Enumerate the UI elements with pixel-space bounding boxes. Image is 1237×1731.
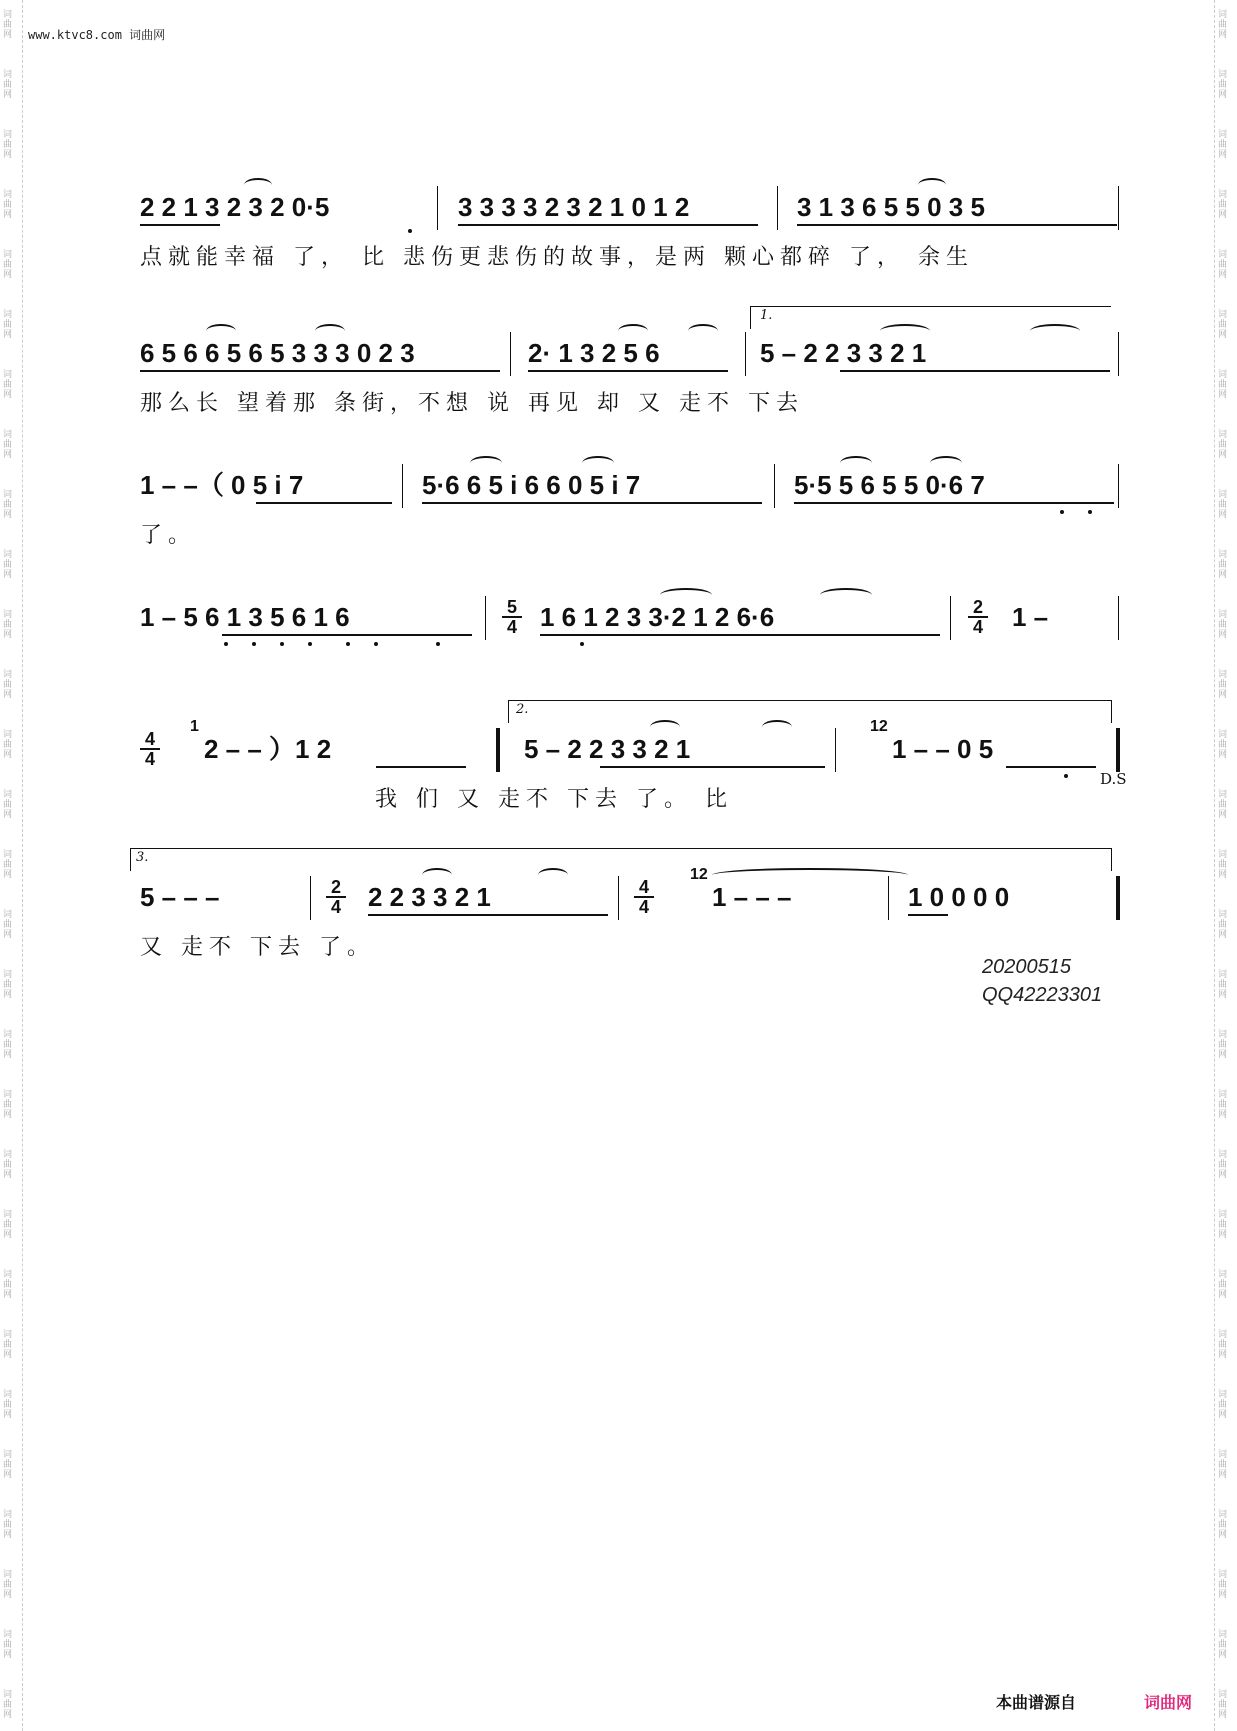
underline <box>528 370 728 372</box>
watermark-glyph: 词 曲 网 <box>1218 610 1228 640</box>
ts-top: 2 <box>968 598 988 618</box>
time-signature <box>634 878 654 916</box>
watermark-glyph: 词 曲 网 <box>1218 850 1228 880</box>
watermark-glyph: 词 曲 网 <box>1218 1330 1228 1360</box>
measure-6-notes: 5 – 2 2 3 3 2 1 <box>760 338 927 368</box>
slur <box>930 456 962 470</box>
octave-dot <box>280 642 284 646</box>
underline <box>222 634 472 636</box>
ts-bottom: 4 <box>330 897 341 917</box>
barline <box>1118 596 1119 640</box>
measure-4-notes: 6 5 6 6 5 6 5 3 3 3 0 2 3 <box>140 338 415 368</box>
measure-8-notes: 5·6 6 5 i 6 6 0 5 i 7 <box>422 470 641 500</box>
watermark-glyph: 词 曲 网 <box>1218 1270 1228 1300</box>
barline <box>774 464 775 508</box>
ts-top: 2 <box>326 878 346 898</box>
octave-dot <box>1064 774 1068 778</box>
measure-14-notes: 5 – 2 2 3 3 2 1 <box>524 734 691 764</box>
barline <box>950 596 951 640</box>
grace-note: 12 <box>870 718 888 735</box>
underline <box>600 766 825 768</box>
watermark-glyph: 词 曲 网 <box>3 490 13 520</box>
right-watermark-strip <box>1214 0 1237 1731</box>
slur <box>688 324 718 338</box>
watermark-glyph: 词 曲 网 <box>3 790 13 820</box>
signature-qq: QQ42223301 <box>982 984 1103 1006</box>
watermark-glyph: 词 曲 网 <box>1218 1690 1228 1720</box>
measure-2-notes: 3 3 3 3 2 3 2 1 0 1 2 <box>458 192 690 222</box>
watermark-glyph: 词 曲 网 <box>1218 970 1228 1000</box>
barline <box>510 332 511 376</box>
watermark-glyph: 词 曲 网 <box>3 70 13 100</box>
measure-19-notes: 1 0 0 0 0 <box>908 882 1010 912</box>
barline <box>437 186 438 230</box>
barline <box>310 876 311 920</box>
octave-dot <box>436 642 440 646</box>
lyrics-row-3 <box>140 518 1120 548</box>
score-row-1 <box>140 192 1120 232</box>
volta-bracket-3 <box>130 848 1112 871</box>
watermark-glyph: 词 曲 网 <box>3 1630 13 1660</box>
watermark-glyph: 词 曲 网 <box>3 1450 13 1480</box>
measure-13-notes: 2 – – ）1 2 <box>204 734 332 764</box>
ts-bottom: 4 <box>638 897 649 917</box>
slur <box>470 456 502 470</box>
volta-bracket-2 <box>508 700 1112 723</box>
lyrics-row-5 <box>140 782 1120 812</box>
grace-note: 1 <box>190 718 199 735</box>
da-segno-mark: D.S <box>1100 770 1127 788</box>
octave-dot <box>346 642 350 646</box>
score-row-2 <box>140 338 1120 378</box>
lyrics-text: 我 们 又 走不 下去 了。 比 <box>375 787 733 812</box>
grace-note: 12 <box>690 866 708 883</box>
watermark-glyph: 词 曲 网 <box>1218 1630 1228 1660</box>
barline <box>1118 464 1119 508</box>
slur <box>244 178 272 192</box>
ts-bottom: 4 <box>506 617 517 637</box>
watermark-glyph: 词 曲 网 <box>1218 250 1228 280</box>
ts-top: 4 <box>140 730 160 750</box>
slur <box>206 324 236 338</box>
underline <box>1006 766 1096 768</box>
watermark-glyph: 词 曲 网 <box>3 1030 13 1060</box>
measure-3-notes: 3 1 3 6 5 5 0 3 5 <box>797 192 985 222</box>
barline <box>1118 186 1119 230</box>
watermark-glyph: 词 曲 网 <box>3 1510 13 1540</box>
slur <box>582 456 614 470</box>
barline <box>402 464 403 508</box>
left-watermark-strip <box>0 0 23 1731</box>
octave-dot <box>308 642 312 646</box>
repeat-barline <box>496 728 500 772</box>
lyrics-row-2 <box>140 386 1120 416</box>
watermark-glyph: 词 曲 网 <box>3 310 13 340</box>
lyrics-text: 又 走不 下去 了。 <box>140 935 375 960</box>
barline <box>835 728 836 772</box>
lyrics-text: 那么长 望着那 条街，不想 说 再见 却 又 走不 下去 <box>140 391 804 416</box>
signature-date: 20200515 <box>982 956 1071 978</box>
watermark-glyph: 词 曲 网 <box>3 1330 13 1360</box>
octave-dot <box>408 229 412 233</box>
volta-label-3: 3. <box>136 850 149 865</box>
watermark-glyph: 词 曲 网 <box>3 430 13 460</box>
underline <box>376 766 466 768</box>
watermark-glyph: 词 曲 网 <box>3 610 13 640</box>
watermark-glyph: 词 曲 网 <box>3 10 13 40</box>
lyrics-text: 了。 <box>140 523 197 548</box>
slur <box>880 324 930 338</box>
watermark-glyph: 词 曲 网 <box>1218 1210 1228 1240</box>
watermark-glyph: 词 曲 网 <box>1218 10 1228 40</box>
watermark-glyph: 词 曲 网 <box>1218 1150 1228 1180</box>
volta-label-2: 2. <box>516 702 529 717</box>
underline <box>256 502 392 504</box>
octave-dot <box>580 642 584 646</box>
watermark-glyph: 词 曲 网 <box>1218 130 1228 160</box>
watermark-glyph: 词 曲 网 <box>1218 1030 1228 1060</box>
slur <box>422 868 452 882</box>
octave-dot <box>374 642 378 646</box>
measure-1-notes: 2 2 1 3 2 3 2 0·5 <box>140 192 330 222</box>
slur <box>618 324 648 338</box>
watermark-glyph: 词 曲 网 <box>1218 1570 1228 1600</box>
watermark-glyph: 词 曲 网 <box>3 670 13 700</box>
watermark-glyph: 词 曲 网 <box>3 370 13 400</box>
watermark-glyph: 词 曲 网 <box>3 550 13 580</box>
slur <box>918 178 946 192</box>
octave-dot <box>1088 510 1092 514</box>
measure-5-notes: 2· 1 3 2 5 6 <box>528 338 660 368</box>
score-row-5 <box>140 718 1127 788</box>
watermark-glyph: 词 曲 网 <box>1218 490 1228 520</box>
score-row-4 <box>140 597 1120 642</box>
watermark-glyph: 词 曲 网 <box>3 250 13 280</box>
time-signature <box>968 598 988 636</box>
volta-label-1: 1. <box>760 308 773 323</box>
measure-10-notes: 1 – 5 6 1 3 5 6 1 6 <box>140 602 350 632</box>
watermark-glyph: 词 曲 网 <box>1218 730 1228 760</box>
watermark-glyph: 词 曲 网 <box>1218 190 1228 220</box>
watermark-glyph: 词 曲 网 <box>3 730 13 760</box>
score-row-3 <box>140 470 1120 510</box>
measure-9-notes: 5·5 5 6 5 5 0·6 7 <box>794 470 985 500</box>
underline <box>458 224 758 226</box>
watermark-glyph: 词 曲 网 <box>1218 370 1228 400</box>
score-row-6 <box>140 866 1120 922</box>
slur <box>820 588 872 602</box>
watermark-glyph: 词 曲 网 <box>3 130 13 160</box>
watermark-glyph: 词 曲 网 <box>1218 310 1228 340</box>
watermark-glyph: 词 曲 网 <box>3 1150 13 1180</box>
watermark-glyph: 词 曲 网 <box>3 1570 13 1600</box>
barline <box>777 186 778 230</box>
lyrics-row-1 <box>140 240 1120 270</box>
measure-12-notes: 1 – <box>1012 602 1049 632</box>
watermark-glyph: 词 曲 网 <box>3 1210 13 1240</box>
watermark-glyph: 词 曲 网 <box>3 1090 13 1120</box>
octave-dot <box>224 642 228 646</box>
measure-11-notes: 1 6 1 2 3 3·2 1 2 6·6 <box>540 602 775 632</box>
tie <box>712 868 908 882</box>
slur <box>538 868 568 882</box>
watermark-glyph: 词 曲 网 <box>1218 1510 1228 1540</box>
barline <box>1118 332 1119 376</box>
ts-bottom: 4 <box>144 749 155 769</box>
watermark-glyph: 词 曲 网 <box>1218 430 1228 460</box>
watermark-glyph: 词 曲 网 <box>1218 1390 1228 1420</box>
watermark-glyph: 词 曲 网 <box>3 850 13 880</box>
measure-18-notes: 1 – – – <box>712 882 792 912</box>
barline <box>888 876 889 920</box>
watermark-glyph: 词 曲 网 <box>3 1690 13 1720</box>
watermark-glyph: 词 曲 网 <box>1218 1090 1228 1120</box>
ts-top: 5 <box>502 598 522 618</box>
barline <box>745 332 746 376</box>
footer-source-label: 本曲谱源自 <box>996 1693 1077 1712</box>
ts-bottom: 4 <box>972 617 983 637</box>
underline <box>794 502 1114 504</box>
slur <box>762 720 792 734</box>
end-barline <box>1116 876 1120 920</box>
underline <box>140 224 220 226</box>
watermark-glyph: 词 曲 网 <box>1218 70 1228 100</box>
watermark-glyph: 词 曲 网 <box>3 1390 13 1420</box>
slur <box>840 456 872 470</box>
end-barline <box>1116 728 1120 772</box>
barline <box>618 876 619 920</box>
octave-dot <box>252 642 256 646</box>
slur <box>650 720 680 734</box>
slur <box>660 588 712 602</box>
watermark-glyph: 词 曲 网 <box>3 1270 13 1300</box>
lyrics-row-6 <box>140 930 1120 960</box>
underline <box>368 914 608 916</box>
underline <box>540 634 940 636</box>
slur <box>1030 324 1080 338</box>
barline <box>485 596 486 640</box>
ts-top: 4 <box>634 878 654 898</box>
watermark-glyph: 词 曲 网 <box>3 910 13 940</box>
underline <box>840 370 1110 372</box>
underline <box>797 224 1117 226</box>
measure-7-notes: 1 – –（ 0 5 i 7 <box>140 470 304 500</box>
watermark-glyph: 词 曲 网 <box>1218 670 1228 700</box>
underline <box>908 914 948 916</box>
measure-17-notes: 2 2 3 3 2 1 <box>368 882 491 912</box>
watermark-glyph: 词 曲 网 <box>1218 910 1228 940</box>
underline <box>422 502 762 504</box>
lyrics-text: 点就能幸福 了， 比 悲伤更悲伤的故事，是两 颗心都碎 了， 余生 <box>140 245 974 270</box>
watermark-glyph: 词 曲 网 <box>3 190 13 220</box>
measure-15-notes: 1 – – 0 5 <box>892 734 994 764</box>
time-signature <box>140 730 160 768</box>
watermark-glyph: 词 曲 网 <box>3 970 13 1000</box>
slur <box>315 324 345 338</box>
footer-brand-link[interactable]: 词曲网 <box>1144 1693 1193 1712</box>
time-signature <box>326 878 346 916</box>
octave-dot <box>1060 510 1064 514</box>
time-signature <box>502 598 522 636</box>
site-header: www.ktvc8.com 词曲网 <box>28 28 166 42</box>
watermark-glyph: 词 曲 网 <box>1218 550 1228 580</box>
watermark-glyph: 词 曲 网 <box>1218 790 1228 820</box>
measure-16-notes: 5 – – – <box>140 882 220 912</box>
underline <box>140 370 500 372</box>
watermark-glyph: 词 曲 网 <box>1218 1450 1228 1480</box>
